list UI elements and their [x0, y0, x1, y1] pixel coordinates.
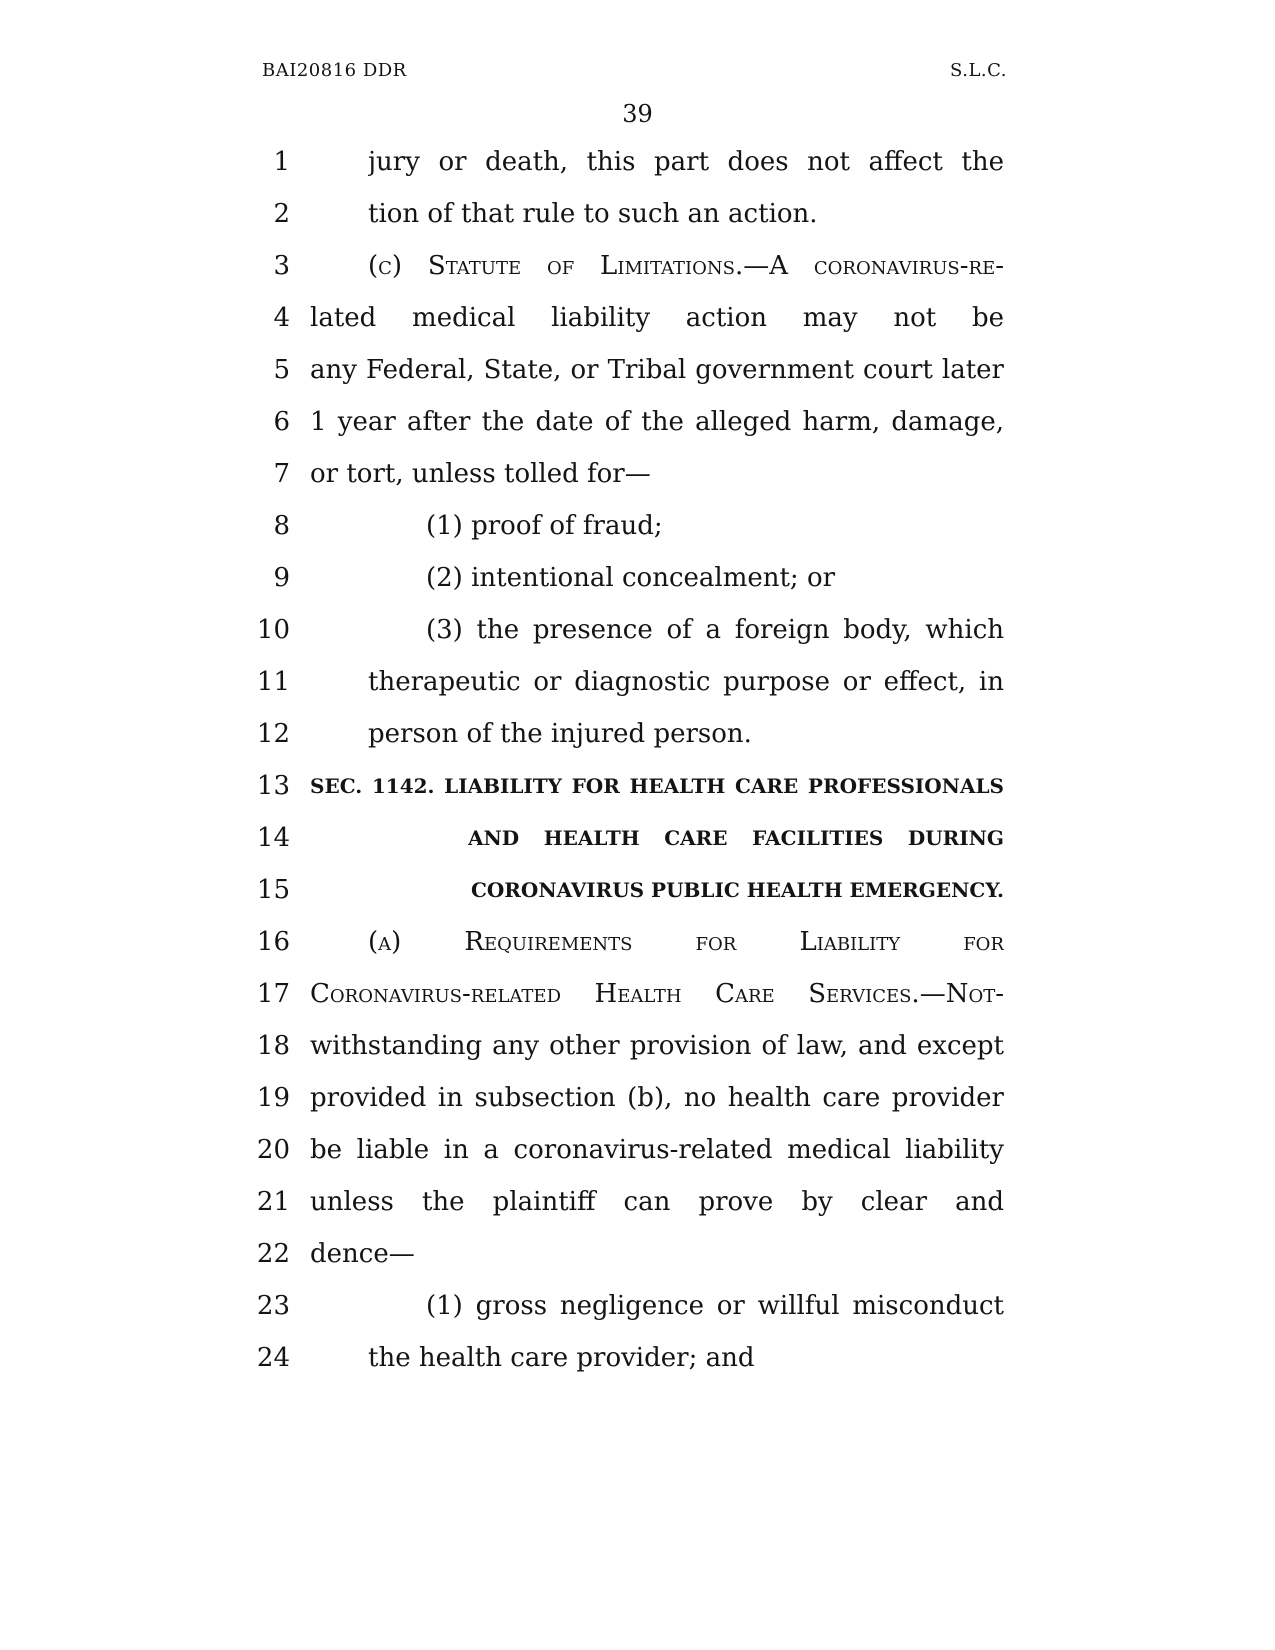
line-number: 20 [256, 1135, 290, 1165]
line-number: 15 [256, 875, 290, 905]
line-number: 21 [256, 1187, 290, 1217]
section-heading-line [0, 766, 1275, 806]
line-number: 1 [273, 147, 290, 177]
line-text: person of the injured person. [368, 719, 752, 749]
line-number: 9 [273, 563, 290, 593]
line-number: 13 [256, 771, 290, 801]
line-number: 23 [256, 1291, 290, 1321]
line-text: provided in subsection (b), no health care provider [310, 1083, 1004, 1113]
line-number: 2 [273, 199, 290, 229]
section-heading: SEC. 1142. LIABILITY FOR HEALTH CARE PROFESSIONALS [310, 774, 1004, 798]
text-line [0, 1286, 1275, 1326]
line-text: (3) the presence of a foreign body, which [426, 615, 1004, 645]
line-text: Coronavirus-related Health Care Services.—Not- [310, 979, 1004, 1009]
text-line [0, 454, 1275, 494]
line-text: lated medical liability action may not be [310, 303, 1004, 333]
text-line [0, 1182, 1275, 1222]
line-number: 5 [273, 355, 290, 385]
document-id: BAI20816 DDR [262, 60, 407, 81]
line-text: therapeutic or diagnostic purpose or effect, in [368, 667, 1004, 697]
line-text: jury or death, this part does not affect the [368, 147, 1004, 177]
line-text: or tort, unless tolled for— [310, 459, 651, 489]
text-line [0, 714, 1275, 754]
line-text: (1) gross negligence or willful misconduct [426, 1291, 1004, 1321]
line-text: be liable in a coronavirus-related medical liability [310, 1135, 1004, 1165]
section-heading: AND HEALTH CARE FACILITIES DURING [468, 826, 1004, 850]
line-number: 8 [273, 511, 290, 541]
line-text: (1) proof of fraud; [426, 511, 663, 541]
text-line [0, 662, 1275, 702]
text-line [0, 1234, 1275, 1274]
text-line [0, 142, 1275, 182]
line-text: dence— [310, 1239, 415, 1269]
text-line [0, 1338, 1275, 1378]
text-line [0, 1078, 1275, 1118]
text-line [0, 298, 1275, 338]
line-number: 18 [256, 1031, 290, 1061]
text-line [0, 1026, 1275, 1066]
text-line [0, 974, 1275, 1014]
line-number: 12 [256, 719, 290, 749]
line-text: tion of that rule to such an action. [368, 199, 818, 229]
line-text: (a) Requirements for Liability for [368, 927, 1004, 957]
text-line [0, 922, 1275, 962]
line-number: 11 [256, 667, 290, 697]
line-text: 1 year after the date of the alleged harm, damage, [310, 407, 1004, 437]
slc-marker: S.L.C. [950, 60, 1007, 81]
section-heading-line [0, 870, 1275, 910]
text-line [0, 558, 1275, 598]
line-number: 3 [273, 251, 290, 281]
line-text: the health care provider; and [368, 1343, 755, 1373]
line-number: 7 [273, 459, 290, 489]
section-heading-line [0, 818, 1275, 858]
line-number: 22 [256, 1239, 290, 1269]
line-number: 14 [256, 823, 290, 853]
line-text: withstanding any other provision of law, and except [310, 1031, 1004, 1061]
line-number: 4 [273, 303, 290, 333]
section-heading: CORONAVIRUS PUBLIC HEALTH EMERGENCY. [470, 878, 1004, 902]
text-line [0, 350, 1275, 390]
line-text: any Federal, State, or Tribal government court later [310, 355, 1004, 385]
line-text: unless the plaintiff can prove by clear and [310, 1187, 1004, 1217]
text-line [0, 610, 1275, 650]
text-line [0, 1130, 1275, 1170]
line-number: 24 [256, 1343, 290, 1373]
text-line [0, 506, 1275, 546]
text-line [0, 194, 1275, 234]
line-number: 16 [256, 927, 290, 957]
line-number: 19 [256, 1083, 290, 1113]
line-number: 17 [256, 979, 290, 1009]
text-line [0, 246, 1275, 286]
line-text: (2) intentional concealment; or [426, 563, 836, 593]
line-number: 10 [256, 615, 290, 645]
text-line [0, 402, 1275, 442]
page-number: 39 [622, 100, 653, 128]
line-text: (c) Statute of Limitations.—A coronavirus-re- [368, 251, 1004, 281]
line-number: 6 [273, 407, 290, 437]
